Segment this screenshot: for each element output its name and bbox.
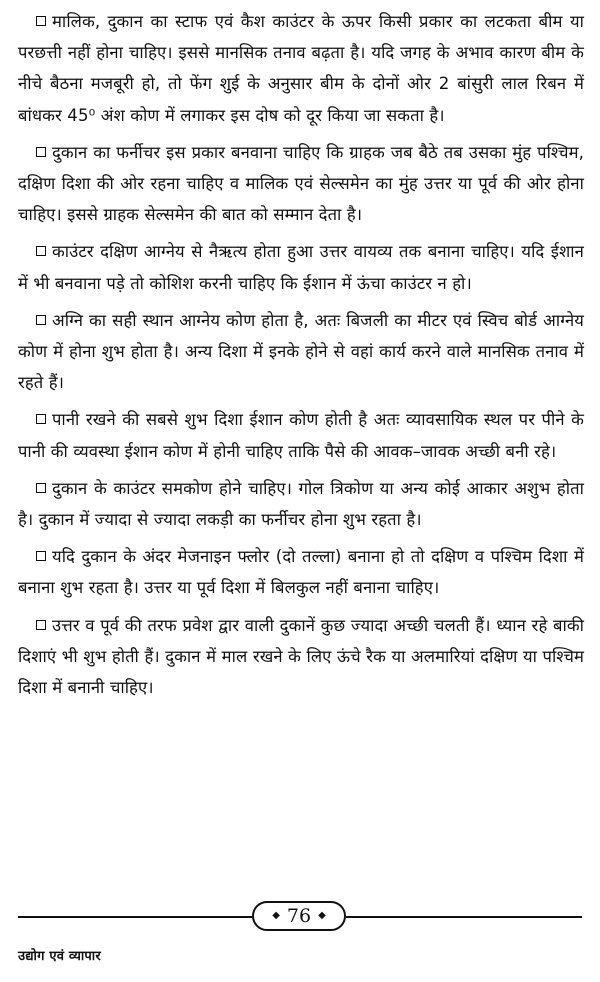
paragraph-4 — [18, 305, 584, 399]
running-footer-title: उद्योग एवं व्यापार — [18, 949, 101, 964]
hollow-square-bullet-icon — [36, 620, 46, 630]
paragraph-text: उत्तर व पूर्व की तरफ प्रवेश द्वार वाली दुकानें कुछ ज्यादा अच्छी चलती हैं। ध्यान रहे बाकी दिशाएं भी शुभ होती हैं। दुकान में माल रखने के लिए ऊंचे रैक या अलमारियां दक्षिण या पश्चिम दिशा में बनानी चाहिए। — [18, 615, 584, 698]
paragraph-2 — [18, 137, 584, 231]
footer-rule-left — [18, 916, 252, 918]
hollow-square-bullet-icon — [36, 483, 46, 493]
hollow-square-bullet-icon — [36, 246, 46, 256]
paragraph-text: अग्नि का सही स्थान आग्नेय कोण होता है, अतः बिजली का मीटर एवं स्विच बोर्ड आग्नेय कोण में होना शुभ होता है। अन्य दिशा में इनके होने से वहां कार्य करने वाले मानसिक तनाव में रहते हैं। — [18, 310, 584, 393]
hollow-square-bullet-icon — [36, 551, 46, 561]
paragraph-text: दुकान के काउंटर समकोण होने चाहिए। गोल त्रिकोण या अन्य कोई आकार अशुभ होता है। दुकान में ज्यादा से ज्यादा लकड़ी का फर्नीचर होना शुभ रहता है। — [18, 478, 584, 530]
paragraph-6 — [18, 473, 584, 535]
paragraph-1 — [18, 6, 584, 131]
page-body — [18, 6, 584, 709]
page-number-badge — [252, 901, 346, 931]
hollow-square-bullet-icon — [36, 315, 46, 325]
paragraph-text: यदि दुकान के अंदर मेजनाइन फ्लोर (दो तल्ला) बनाना हो तो दक्षिण व पश्चिम दिशा में बनाना शुभ रहता है। उत्तर या पूर्व दिशा में बिलकुल नहीं बनाना चाहिए। — [18, 547, 584, 598]
page-number: 76 — [286, 904, 312, 927]
hollow-square-bullet-icon — [36, 16, 46, 26]
paragraph-text: पानी रखने की सबसे शुभ दिशा ईशान कोण होती है अतः व्यावसायिक स्थल पर पीने के पानी की व्यवस्था ईशान कोण में होनी चाहिए ताकि पैसे की आवक–जावक अच्छी बनी रहे। — [18, 410, 584, 461]
footer-rule-right — [346, 916, 582, 918]
paragraph-text: दुकान का फर्नीचर इस प्रकार बनवाना चाहिए कि ग्राहक जब बैठे तब उसका मुंह पश्चिम, दक्षिण दिशा की ओर रहना चाहिए व मालिक एवं सेल्समेन का मुंह उत्तर या पूर्व की ओर होना चाहिए। इससे ग्राहक सेल्समेन की बात को सम्मान देता है। — [18, 142, 585, 225]
paragraph-text: काउंटर दक्षिण आग्नेय से नैऋत्य होता हुआ उत्तर वायव्य तक बनाना चाहिए। यदि ईशान में भी बनवाना पड़े तो कोशिश करनी चाहिए कि ईशान में ऊंचा काउंटर न हो। — [18, 242, 584, 293]
hollow-square-bullet-icon — [36, 147, 46, 157]
diamond-ornament-icon: ◆ — [272, 910, 280, 921]
paragraph-text: मालिक, दुकान का स्टाफ एवं कैश काउंटर के ऊपर किसी प्रकार का लटकता बीम या परछत्ती नहीं होना चाहिए। इससे मानसिक तनाव बढ़ता है। यदि जगह के अभाव कारण बीम के नीचे बैठना मजबूरी हो, तो फेंग शुई के अनुसार बीम के दोनों ओर 2 बांसुरी लाल रिबन में बांधकर 45⁰ अंश कोण में लगाकर इस दोष को दूर किया जा सकता है। — [18, 12, 584, 125]
paragraph-8 — [18, 610, 584, 704]
diamond-ornament-icon: ◆ — [318, 910, 326, 921]
hollow-square-bullet-icon — [36, 414, 46, 424]
paragraph-3 — [18, 236, 584, 298]
paragraph-7 — [18, 541, 584, 603]
paragraph-5 — [18, 404, 584, 466]
